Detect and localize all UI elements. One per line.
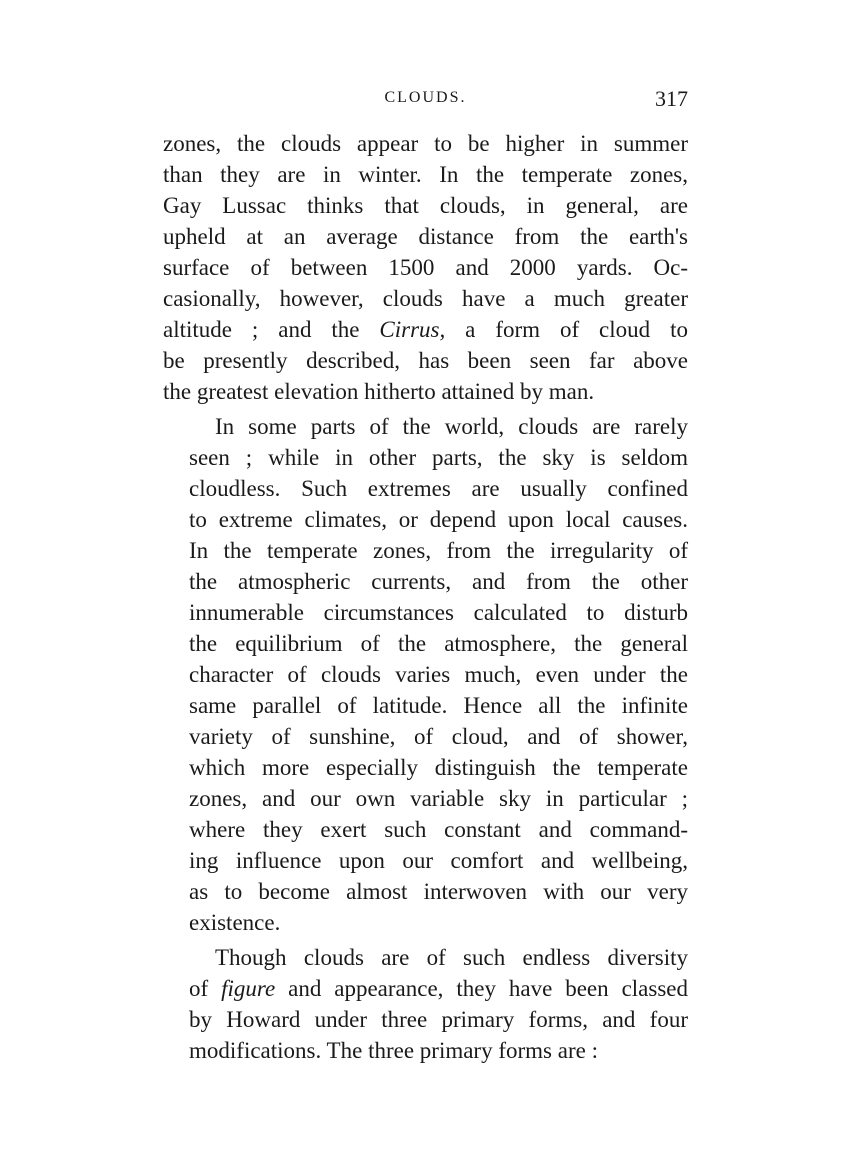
text-line: cloudless. Such extremes are usually confined	[189, 476, 688, 501]
text-run: altitude ; and the	[163, 317, 380, 342]
text-line: than they are in winter. In the temperate zones,	[163, 162, 688, 187]
italic-term-cirrus: Cirrus,	[379, 317, 446, 342]
text-line: Though clouds are of such endless diversity	[215, 945, 688, 970]
text-line: the equilibrium of the atmosphere, the general	[189, 631, 688, 656]
text-line: the atmospheric currents, and from the other	[189, 569, 688, 594]
italic-term-figure: figure	[221, 976, 276, 1001]
text-line: In the temperate zones, from the irregularity of	[189, 538, 688, 563]
text-line: upheld at an average distance from the earth's	[163, 224, 688, 249]
text-line: In some parts of the world, clouds are rarely	[215, 414, 688, 439]
text-line: be presently described, has been seen far above	[163, 348, 688, 373]
text-line: where they exert such constant and command-	[189, 817, 688, 842]
text-line: seen ; while in other parts, the sky is seldom	[189, 445, 688, 470]
body-text	[163, 128, 688, 1066]
text-line: ing influence upon our comfort and wellbeing,	[189, 848, 688, 873]
paragraph-1	[163, 128, 688, 407]
text-line: to extreme climates, or depend upon local causes.	[189, 507, 688, 532]
paragraph-2	[163, 411, 688, 938]
text-line: character of clouds varies much, even under the	[189, 662, 688, 687]
text-line: existence.	[189, 910, 281, 935]
text-line: zones, the clouds appear to be higher in summer	[163, 131, 688, 156]
paragraph-3	[163, 942, 688, 1066]
text-line: which more especially distinguish the temperate	[189, 755, 688, 780]
text-line-with-italic	[163, 314, 688, 345]
text-line: Gay Lussac thinks that clouds, in general, are	[163, 193, 688, 218]
text-line: modifications. The three primary forms are :	[189, 1038, 598, 1063]
text-line: same parallel of latitude. Hence all the infinite	[189, 693, 688, 718]
text-line: as to become almost interwoven with our very	[189, 879, 688, 904]
page-number: 317	[655, 86, 688, 111]
text-line: casionally, however, clouds have a much greater	[163, 286, 688, 311]
text-run: of	[189, 976, 222, 1001]
text-line: by Howard under three primary forms, and four	[189, 1007, 688, 1032]
text-run: a form of cloud to	[445, 317, 688, 342]
text-run: and appearance, they have been classed	[275, 976, 688, 1001]
text-line: surface of between 1500 and 2000 yards. Oc-	[163, 255, 688, 280]
text-line: variety of sunshine, of cloud, and of shower,	[189, 724, 688, 749]
running-title: CLOUDS.	[384, 89, 467, 106]
text-line-with-italic	[163, 973, 688, 1004]
text-line: innumerable circumstances calculated to disturb	[189, 600, 688, 625]
text-line: zones, and our own variable sky in particular ;	[189, 786, 688, 811]
running-head	[163, 86, 688, 116]
text-line: the greatest elevation hitherto attained by man.	[163, 379, 595, 404]
